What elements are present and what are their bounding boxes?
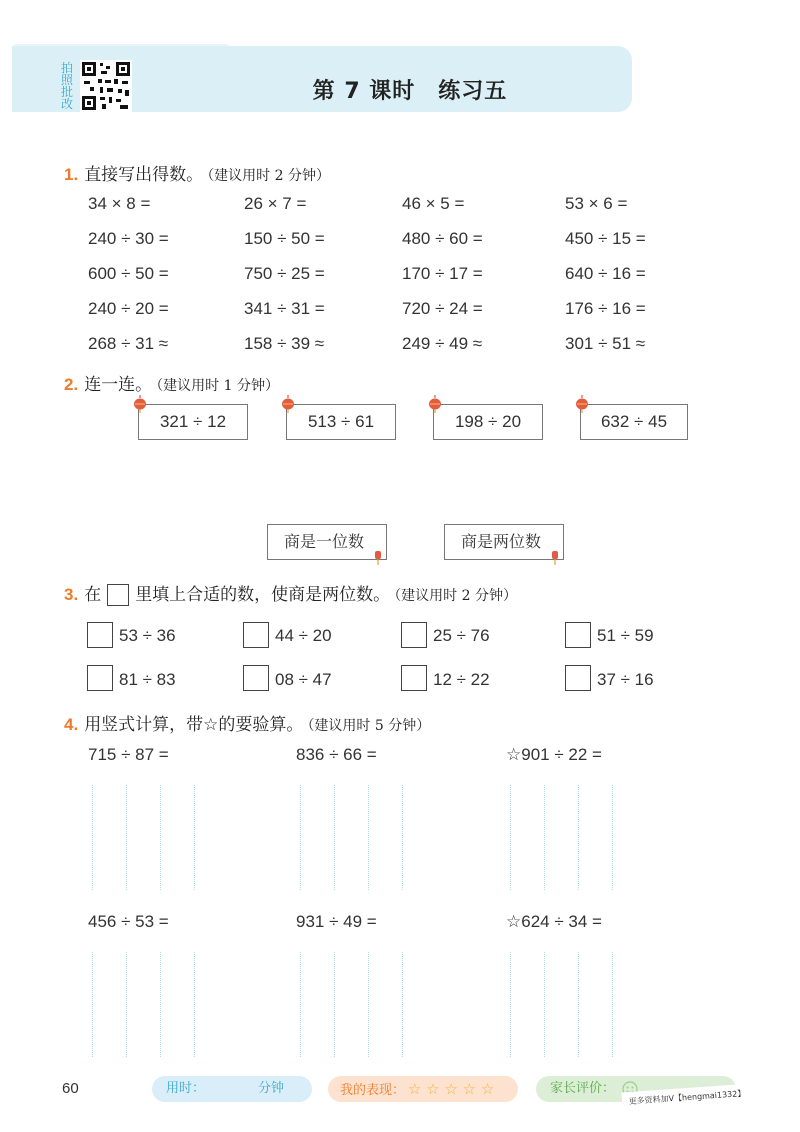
match-expression-card[interactable] <box>433 404 543 440</box>
match-expression-text: 513 ÷ 61 <box>307 412 375 431</box>
work-guide-line <box>92 785 93 890</box>
fill-blank-box[interactable] <box>401 622 427 648</box>
oral-calc-item[interactable]: 240 ÷ 20 = <box>88 299 169 318</box>
watermark: 更多资料加V【hengmai1332】 <box>621 1083 752 1112</box>
performance-pill[interactable] <box>328 1076 518 1102</box>
oral-calc-item[interactable]: 600 ÷ 50 = <box>88 264 169 283</box>
oral-calc-item[interactable]: 53 × 6 = <box>565 194 628 213</box>
work-guide-line <box>510 785 511 890</box>
section-3-number: 3. <box>64 585 79 604</box>
work-guide-line <box>126 952 127 1057</box>
fill-expression: 25 ÷ 76 <box>433 626 490 645</box>
page-title: 第 7 课时 练习五 <box>312 79 508 104</box>
work-guide-line <box>334 952 335 1057</box>
oral-calc-item[interactable]: 158 ÷ 39 ≈ <box>244 334 325 353</box>
match-expression-card[interactable] <box>138 404 248 440</box>
work-guide-line <box>402 785 403 890</box>
section-2-heading <box>64 370 279 395</box>
oral-calc-item[interactable]: 450 ÷ 15 = <box>565 229 646 248</box>
section-1-heading <box>64 160 330 185</box>
performance-label: 我的表现： <box>340 1083 406 1098</box>
vertical-problem: ☆901 ÷ 22 = <box>506 745 602 764</box>
work-guide-line <box>578 785 579 890</box>
oral-calc-item[interactable]: 480 ÷ 60 = <box>402 229 483 248</box>
fill-expression: 53 ÷ 36 <box>119 626 176 645</box>
vertical-problem: 931 ÷ 49 = <box>296 912 377 931</box>
work-guide-line <box>300 785 301 890</box>
blank-box-sample <box>107 584 129 606</box>
oral-calc-item[interactable]: 240 ÷ 30 = <box>88 229 169 248</box>
vertical-problem: ☆624 ÷ 34 = <box>506 912 602 931</box>
rating-stars[interactable]: ☆ ☆ ☆ ☆ ☆ <box>408 1080 495 1098</box>
work-guide-line <box>92 952 93 1057</box>
oral-calc-item[interactable]: 750 ÷ 25 = <box>244 264 325 283</box>
section-2-hint: （建议用时 1 分钟） <box>156 378 279 394</box>
fill-blank-box[interactable] <box>243 665 269 691</box>
page-number: 60 <box>62 1080 79 1097</box>
fill-expression: 08 ÷ 47 <box>275 670 332 689</box>
section-1-text: 直接写出得数。 <box>84 165 204 185</box>
oral-calc-item[interactable]: 268 ÷ 31 ≈ <box>88 334 169 353</box>
work-guide-line <box>334 785 335 890</box>
oral-calc-item[interactable]: 341 ÷ 31 = <box>244 299 325 318</box>
section-1-hint: （建议用时 2 分钟） <box>207 168 330 184</box>
time-spent-pill[interactable] <box>152 1076 312 1102</box>
oral-calc-item[interactable]: 249 ÷ 49 ≈ <box>402 334 483 353</box>
match-expression-card[interactable] <box>286 404 396 440</box>
tassel-icon <box>374 549 382 565</box>
lantern-icon <box>133 395 147 413</box>
fill-blank-box[interactable] <box>243 622 269 648</box>
oral-calc-item[interactable]: 301 ÷ 51 ≈ <box>565 334 646 353</box>
photo-grading-label: 拍照批改 <box>60 61 73 111</box>
fill-expression: 44 ÷ 20 <box>275 626 332 645</box>
oral-calc-item[interactable]: 34 × 8 = <box>88 194 151 213</box>
section-3-post: 里填上合适的数，使商是两位数。 <box>135 585 391 605</box>
section-3-pre: 在 <box>84 585 102 605</box>
tassel-icon <box>551 549 559 565</box>
oral-calc-item[interactable]: 150 ÷ 50 = <box>244 229 325 248</box>
work-guide-line <box>126 785 127 890</box>
fill-expression: 81 ÷ 83 <box>119 670 176 689</box>
work-guide-line <box>160 952 161 1057</box>
time-label: 用时： <box>166 1081 206 1096</box>
fill-expression: 12 ÷ 22 <box>433 670 490 689</box>
fill-blank-box[interactable] <box>87 665 113 691</box>
oral-calc-item[interactable]: 640 ÷ 16 = <box>565 264 646 283</box>
match-answer-card[interactable] <box>444 524 564 560</box>
fill-blank-box[interactable] <box>401 665 427 691</box>
work-guide-line <box>612 952 613 1057</box>
match-answer-card[interactable] <box>267 524 387 560</box>
match-expression-text: 198 ÷ 20 <box>454 412 522 431</box>
oral-calc-item[interactable]: 26 × 7 = <box>244 194 307 213</box>
work-guide-line <box>510 952 511 1057</box>
section-4-hint: （建议用时 5 分钟） <box>307 718 431 734</box>
fill-blank-box[interactable] <box>565 665 591 691</box>
match-expression-card[interactable] <box>580 404 688 440</box>
work-guide-line <box>194 952 195 1057</box>
section-4-number: 4. <box>64 715 79 734</box>
fill-blank-box[interactable] <box>565 622 591 648</box>
work-guide-line <box>368 785 369 890</box>
match-answer-text: 商是两位数 <box>461 532 542 551</box>
fill-expression: 37 ÷ 16 <box>597 670 654 689</box>
match-answer-text: 商是一位数 <box>284 532 365 551</box>
section-4-heading <box>64 710 430 735</box>
oral-calc-item[interactable]: 46 × 5 = <box>402 194 465 213</box>
parent-label: 家长评价： <box>550 1081 616 1096</box>
oral-calc-item[interactable]: 176 ÷ 16 = <box>565 299 646 318</box>
section-4-text: 用竖式计算，带☆的要验算。 <box>84 715 304 735</box>
lantern-icon <box>281 395 295 413</box>
work-guide-line <box>544 952 545 1057</box>
work-guide-line <box>160 785 161 890</box>
section-2-text: 连一连。 <box>84 375 153 395</box>
work-guide-line <box>402 952 403 1057</box>
vertical-problem: 836 ÷ 66 = <box>296 745 377 764</box>
lantern-icon <box>575 395 589 413</box>
lantern-icon <box>428 395 442 413</box>
match-expression-text: 632 ÷ 45 <box>600 412 668 431</box>
fill-expression: 51 ÷ 59 <box>597 626 654 645</box>
section-1-number: 1. <box>64 165 79 184</box>
oral-calc-item[interactable]: 170 ÷ 17 = <box>402 264 483 283</box>
qr-code-icon[interactable] <box>80 60 132 112</box>
match-expression-text: 321 ÷ 12 <box>159 412 227 431</box>
work-guide-line <box>544 785 545 890</box>
time-unit: 分钟 <box>258 1081 285 1096</box>
section-2-number: 2. <box>64 375 79 394</box>
work-guide-line <box>578 952 579 1057</box>
vertical-problem: 715 ÷ 87 = <box>88 745 169 764</box>
vertical-problem: 456 ÷ 53 = <box>88 912 169 931</box>
section-3-hint: （建议用时 2 分钟） <box>394 588 517 604</box>
section-3-heading <box>64 580 517 606</box>
work-guide-line <box>612 785 613 890</box>
work-guide-line <box>300 952 301 1057</box>
work-guide-line <box>194 785 195 890</box>
work-guide-line <box>368 952 369 1057</box>
fill-blank-box[interactable] <box>87 622 113 648</box>
oral-calc-item[interactable]: 720 ÷ 24 = <box>402 299 483 318</box>
